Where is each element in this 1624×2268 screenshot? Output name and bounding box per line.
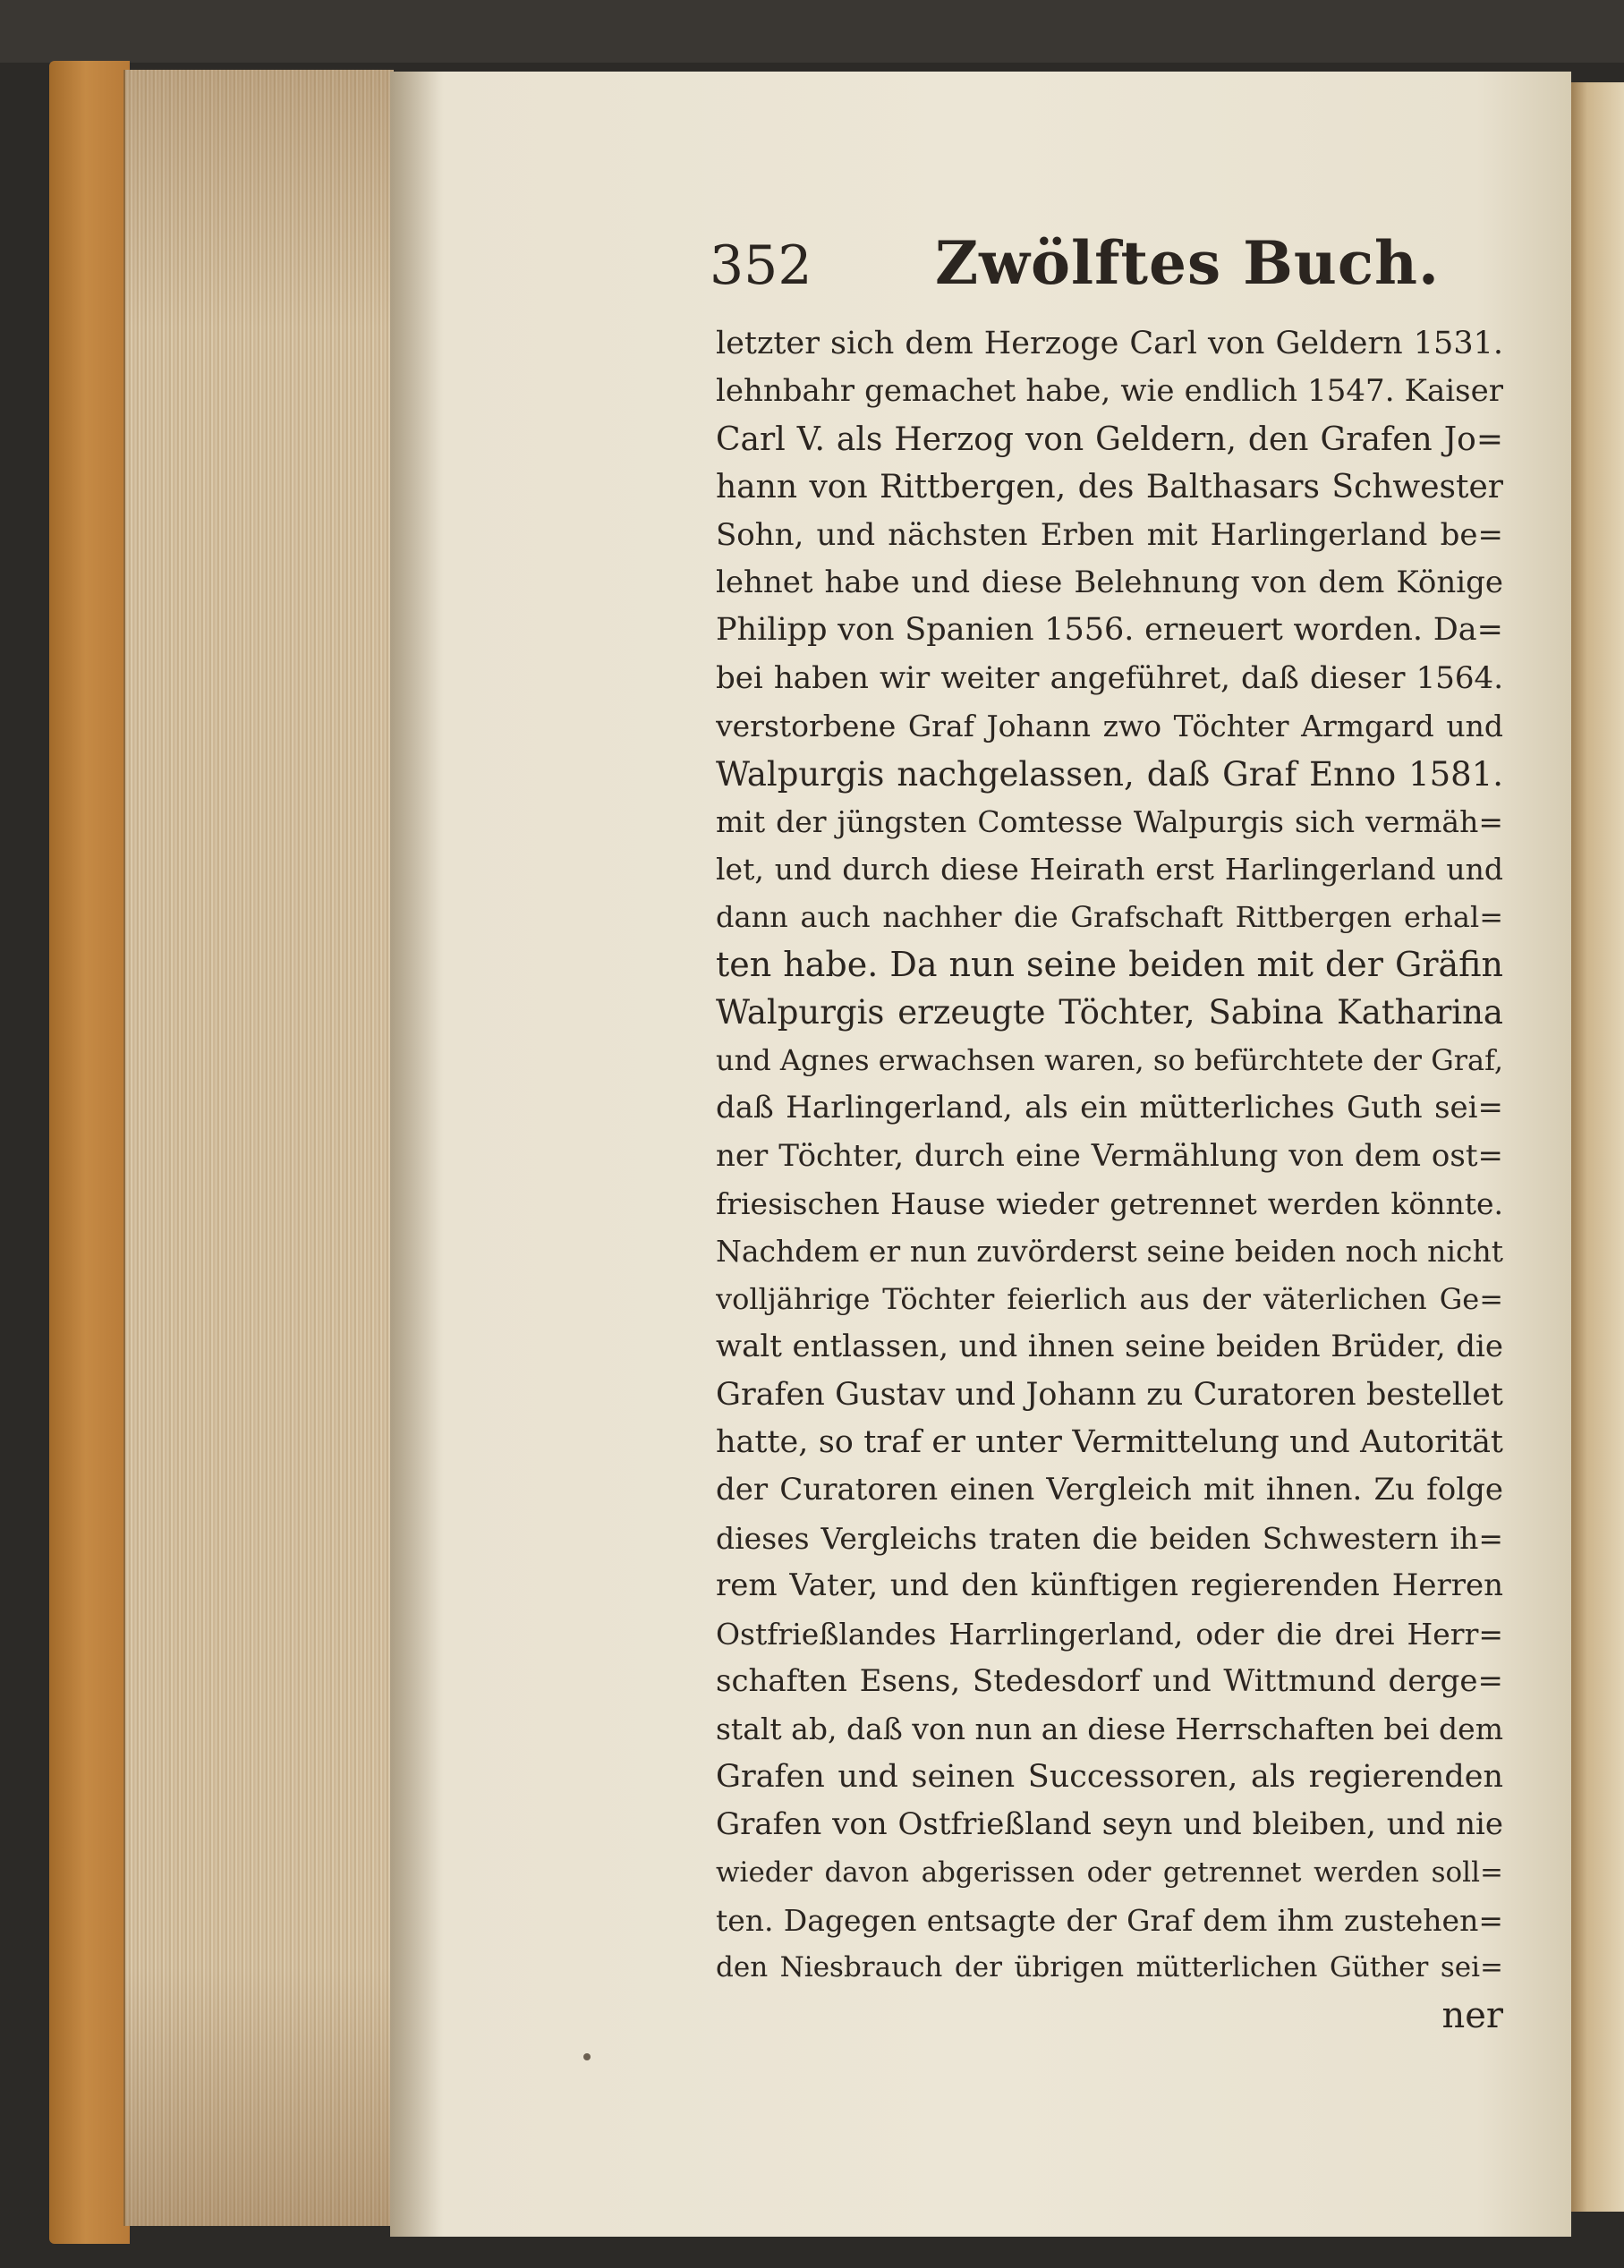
text-line: daß Harlingerland, als ein mütterliches Guth sei= [716, 1090, 1503, 1126]
text-line: Walpurgis erzeugte Töchter, Sabina Katharina [716, 993, 1503, 1032]
text-line: rem Vater, und den künftigen regierenden Herren [716, 1567, 1503, 1604]
text-line: Grafen Gustav und Johann zu Curatoren bestellet [716, 1376, 1503, 1413]
scan-backdrop [0, 0, 1624, 63]
text-line: schaften Esens, Stedesdorf und Wittmund derge= [716, 1662, 1503, 1699]
text-line: lehnet habe und diese Belehnung von dem Könige [716, 564, 1503, 600]
text-line: Sohn, und nächsten Erben mit Harlingerland be= [716, 516, 1503, 553]
running-head: Zwölftes Buch. [935, 228, 1441, 298]
text-line: Walpurgis nachgelassen, daß Graf Enno 1581. [716, 754, 1503, 794]
text-line: verstorbene Graf Johann zwo Töchter Armgard und [716, 709, 1503, 744]
text-line: let, und durch diese Heirath erst Harlingerland und [716, 852, 1503, 888]
text-line: ten. Dagegen entsagte der Graf dem ihm zustehen= [716, 1902, 1503, 1938]
text-line: hann von Rittbergen, des Balthasars Schwester [716, 469, 1503, 506]
text-line: hatte, so traf er unter Vermittelung und Autorität [716, 1423, 1503, 1460]
text-line: den Niesbrauch der übrigen mütterlichen Güther sei= [716, 1951, 1503, 1984]
text-line: volljährige Töchter feierlich aus der väterlichen Ge= [716, 1281, 1503, 1316]
paper-speck [583, 2053, 591, 2060]
text-line: ner Töchter, durch eine Vermählung von dem ost= [716, 1137, 1503, 1174]
text-line: Grafen von Ostfrießland seyn und bleiben, und nie [716, 1806, 1503, 1843]
gutter-shadow [390, 72, 444, 2237]
book-cover-edge [49, 61, 130, 2244]
text-line: mit der jüngsten Comtesse Walpurgis sich vermäh= [716, 803, 1503, 839]
text-line: Carl V. als Herzog von Geldern, den Grafen Jo= [716, 420, 1503, 458]
catchword: ner [1441, 1994, 1503, 2036]
text-line: der Curatoren einen Vergleich mit ihnen. Zu folge [716, 1472, 1503, 1508]
body-text [716, 320, 1503, 2040]
text-line: dieses Vergleichs traten die beiden Schwestern ih= [716, 1520, 1503, 1556]
text-line: und Agnes erwachsen waren, so befürchtete der Graf, [716, 1042, 1503, 1077]
text-line: bei haben wir weiter angeführet, daß dieser 1564. [716, 659, 1503, 696]
facing-page-edge [1571, 82, 1624, 2212]
text-line: Philipp von Spanien 1556. erneuert worden. Da= [716, 612, 1503, 649]
text-line: Nachdem er nun zuvörderst seine beiden noch nicht [716, 1234, 1503, 1270]
page-block-edges [123, 70, 394, 2226]
text-line: ten habe. Da nun seine beiden mit der Gräfin [716, 945, 1503, 985]
text-line: friesischen Hause wieder getrennet werden könnte. [716, 1186, 1503, 1222]
page-number: 352 [710, 234, 812, 297]
text-line: walt entlassen, und ihnen seine beiden Brüder, die [716, 1329, 1503, 1365]
text-line: Grafen und seinen Successoren, als regierenden [716, 1758, 1503, 1795]
text-line: letzter sich dem Herzoge Carl von Geldern 1531. [716, 326, 1503, 361]
text-line: dann auch nachher die Grafschaft Rittbergen erhal= [716, 899, 1503, 934]
text-line: Ostfrießlandes Harrlingerland, oder die drei Herr= [716, 1616, 1503, 1652]
text-line: stalt ab, daß von nun an diese Herrschaften bei dem [716, 1712, 1503, 1747]
text-line: wieder davon abgerissen oder getrennet werden soll= [716, 1856, 1503, 1889]
text-line: lehnbahr gemachet habe, wie endlich 1547. Kaiser [716, 373, 1503, 410]
